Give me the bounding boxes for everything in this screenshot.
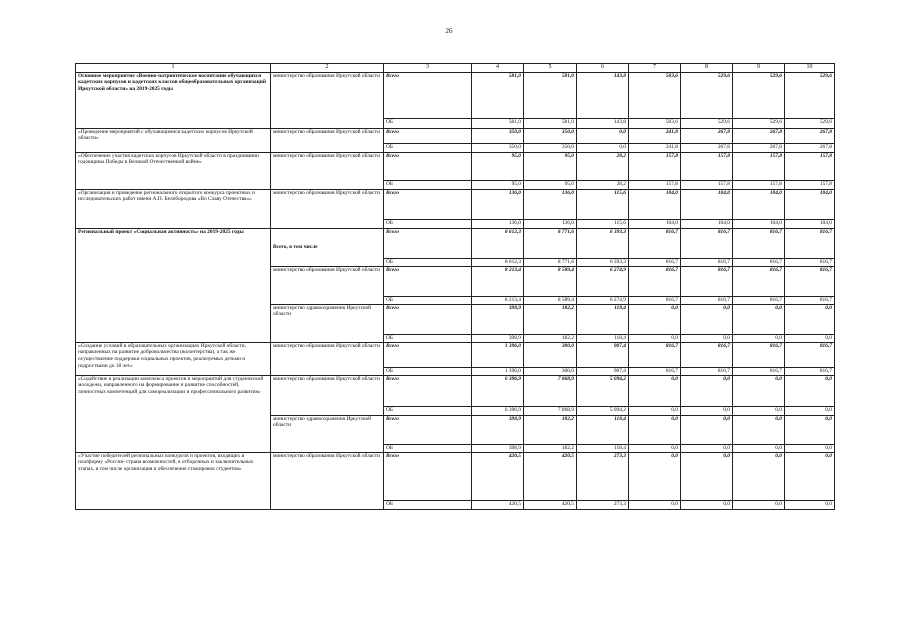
ob-value-cell: 0,0 [733, 444, 785, 452]
total-value-cell: 104,0 [733, 189, 785, 219]
total-value-cell: 398,9 [472, 304, 524, 334]
ob-value-cell: 6 396,9 [472, 406, 524, 415]
total-value-cell: 816,7 [681, 266, 733, 296]
total-value-cell: 816,7 [629, 266, 681, 296]
ob-value-cell: 6 274,9 [577, 296, 629, 304]
funding-source-ob: ОБ [384, 219, 472, 228]
ob-value-cell: 115,6 [577, 219, 629, 228]
executor-cell: министерство образования Иркутской области [271, 452, 384, 509]
table-body [76, 72, 835, 509]
ob-value-cell: 157,8 [629, 180, 681, 189]
ob-value-cell: 0,0 [681, 444, 733, 452]
ob-value-cell: 0,0 [733, 406, 785, 415]
funding-source-total: Всего [384, 228, 472, 258]
total-value-cell: 0,0 [785, 415, 835, 444]
budget-table [75, 63, 835, 510]
total-value-cell: 816,7 [629, 228, 681, 258]
executor-cell: министерство образования Иркутской области [271, 375, 384, 415]
ob-value-cell: 0,0 [785, 444, 835, 452]
ob-value-cell: 907,4 [577, 367, 629, 375]
ob-value-cell: 529,6 [733, 118, 785, 128]
total-value-cell: 6 393,3 [577, 228, 629, 258]
total-value-cell: 95,0 [472, 152, 524, 180]
total-value-cell: 0,0 [629, 375, 681, 406]
total-row [76, 375, 835, 406]
funding-source-total: Всего [384, 342, 472, 367]
activity-cell: Основное мероприятие «Военно-патриотическое воспитание обучающихся кадетских корпусов и кадетских классов общеобразовательных организаций Иркутской области» на 2019-2025 годы [76, 72, 271, 128]
ob-value-cell: 8 589,4 [524, 296, 577, 304]
header-cell: 1 [76, 64, 271, 73]
ob-value-cell: 0,0 [577, 143, 629, 152]
ob-value-cell: 816,7 [681, 296, 733, 304]
total-value-cell: 0,0 [733, 415, 785, 444]
header-cell: 2 [271, 64, 384, 73]
ob-value-cell: 104,0 [733, 219, 785, 228]
ob-value-cell: 8 213,4 [472, 296, 524, 304]
total-value-cell: 0,0 [681, 452, 733, 500]
total-value-cell: 157,8 [785, 152, 835, 180]
ob-value-cell: 0,0 [629, 500, 681, 509]
ob-value-cell: 6 393,3 [577, 258, 629, 266]
ob-value-cell: 0,0 [733, 334, 785, 342]
ob-value-cell: 581,0 [524, 118, 577, 128]
funding-source-total: Всего [384, 304, 472, 334]
total-value-cell: 8 771,6 [524, 228, 577, 258]
ob-value-cell: 816,7 [681, 258, 733, 266]
header-cell: 4 [472, 64, 524, 73]
funding-source-total: Всего [384, 266, 472, 296]
header-cell: 7 [629, 64, 681, 73]
activity-cell: Региональный проект «Социальная активность» на 2019-2025 годы [76, 228, 271, 342]
ob-value-cell: 503,6 [629, 118, 681, 128]
total-value-cell: 529,6 [681, 72, 733, 118]
total-value-cell: 0,0 [681, 304, 733, 334]
total-value-cell: 143,8 [577, 72, 629, 118]
ob-value-cell: 5 094,2 [577, 406, 629, 415]
total-value-cell: 816,7 [785, 228, 835, 258]
ob-value-cell: 0,0 [785, 334, 835, 342]
total-value-cell: 267,8 [733, 128, 785, 143]
ob-value-cell: 398,9 [472, 334, 524, 342]
total-value-cell: 816,7 [733, 342, 785, 367]
total-value-cell: 267,8 [785, 128, 835, 143]
total-value-cell: 5 094,2 [577, 375, 629, 406]
ob-value-cell: 95,0 [472, 180, 524, 189]
total-value-cell: 529,6 [785, 72, 835, 118]
funding-source-ob: ОБ [384, 500, 472, 509]
ob-value-cell: 0,0 [785, 406, 835, 415]
total-value-cell: 907,4 [577, 342, 629, 367]
header-cell: 6 [577, 64, 629, 73]
ob-value-cell: 95,0 [524, 180, 577, 189]
ob-value-cell: 104,0 [785, 219, 835, 228]
total-value-cell: 0,0 [629, 415, 681, 444]
total-row [76, 342, 835, 367]
total-row [76, 189, 835, 219]
total-value-cell: 398,9 [472, 415, 524, 444]
total-value-cell: 8 589,4 [524, 266, 577, 296]
total-value-cell: 104,0 [785, 189, 835, 219]
total-value-cell: 816,7 [733, 228, 785, 258]
ob-value-cell: 816,7 [733, 296, 785, 304]
ob-value-cell: 581,0 [472, 118, 524, 128]
ob-value-cell: 529,6 [681, 118, 733, 128]
executor-cell: министерство здравоохранения Иркутской области [271, 304, 384, 342]
total-value-cell: 581,0 [524, 72, 577, 118]
ob-value-cell: 420,5 [472, 500, 524, 509]
total-value-cell: 0,0 [733, 375, 785, 406]
total-value-cell: 0,0 [733, 304, 785, 334]
total-value-cell: 816,7 [681, 228, 733, 258]
total-value-cell: 136,0 [472, 189, 524, 219]
total-value-cell: 0,0 [785, 452, 835, 500]
executor-cell: министерство образования Иркутской области [271, 128, 384, 152]
ob-value-cell: 273,3 [577, 500, 629, 509]
total-value-cell: 267,8 [681, 128, 733, 143]
funding-source-total: Всего [384, 72, 472, 118]
funding-source-ob: ОБ [384, 258, 472, 266]
total-row [76, 128, 835, 143]
total-value-cell: 0,0 [785, 304, 835, 334]
ob-value-cell: 816,7 [629, 296, 681, 304]
ob-value-cell: 398,9 [472, 444, 524, 452]
total-value-cell: 503,6 [629, 72, 681, 118]
total-value-cell: 115,6 [577, 189, 629, 219]
funding-source-total: Всего [384, 189, 472, 219]
total-value-cell: 8 612,3 [472, 228, 524, 258]
funding-source-total: Всего [384, 415, 472, 444]
total-value-cell: 816,7 [681, 342, 733, 367]
total-value-cell: 816,7 [785, 266, 835, 296]
funding-source-total: Всего [384, 128, 472, 143]
total-value-cell: 8 213,4 [472, 266, 524, 296]
funding-source-ob: ОБ [384, 367, 472, 375]
executor-cell: министерство образования Иркутской области [271, 266, 384, 304]
total-value-cell: 0,0 [681, 375, 733, 406]
activity-cell: «Организация и проведение регионального открытого конкурса проектных и исследовательских работ имени А.П. Белобородова «Во Славу Отечества»» [76, 189, 271, 228]
ob-value-cell: 0,0 [681, 406, 733, 415]
total-value-cell: 816,7 [785, 342, 835, 367]
executor-cell: министерство образования Иркутской области [271, 342, 384, 375]
page-number: 26 [445, 27, 453, 35]
funding-source-ob: ОБ [384, 118, 472, 128]
ob-value-cell: 267,8 [785, 143, 835, 152]
ob-value-cell: 0,0 [629, 334, 681, 342]
ob-value-cell: 816,7 [785, 258, 835, 266]
total-row [76, 152, 835, 180]
total-value-cell: 104,0 [681, 189, 733, 219]
ob-value-cell: 182,2 [524, 334, 577, 342]
ob-value-cell: 350,0 [472, 143, 524, 152]
ob-value-cell: 8 771,6 [524, 258, 577, 266]
total-value-cell: 0,0 [629, 304, 681, 334]
total-value-cell: 182,2 [524, 304, 577, 334]
ob-value-cell: 816,7 [681, 367, 733, 375]
total-value-cell: 7 868,9 [524, 375, 577, 406]
total-value-cell: 529,6 [733, 72, 785, 118]
total-value-cell: 157,8 [681, 152, 733, 180]
ob-value-cell: 0,0 [785, 500, 835, 509]
activity-cell: «Обеспечение участия кадетских корпусов Иркутской области в праздновании годовщины Победы в Великой Отечественной войне» [76, 152, 271, 189]
funding-source-ob: ОБ [384, 406, 472, 415]
header-cell: 9 [733, 64, 785, 73]
total-value-cell: 581,0 [472, 72, 524, 118]
ob-value-cell: 816,7 [629, 367, 681, 375]
ob-value-cell: 0,0 [629, 444, 681, 452]
header-cell: 3 [384, 64, 472, 73]
executor-cell: Всего, в том числе [271, 228, 384, 266]
total-value-cell: 182,2 [524, 415, 577, 444]
ob-value-cell: 267,8 [681, 143, 733, 152]
total-value-cell: 350,0 [472, 128, 524, 143]
ob-value-cell: 0,0 [681, 500, 733, 509]
total-value-cell: 118,4 [577, 304, 629, 334]
total-value-cell: 6 396,9 [472, 375, 524, 406]
ob-value-cell: 300,0 [524, 367, 577, 375]
total-value-cell: 420,5 [524, 452, 577, 500]
activity-cell: «Участие победителей региональных конкурсов и проектов, входящих в платформу «Россия- страна возможностей, в отборочных и заключительных этапах, в том числе организация и обеспечение стажировок студентов» [76, 452, 271, 509]
ob-value-cell: 816,7 [785, 367, 835, 375]
ob-value-cell: 350,0 [524, 143, 577, 152]
total-value-cell: 104,0 [629, 189, 681, 219]
ob-value-cell: 8 612,3 [472, 258, 524, 266]
ob-value-cell: 816,7 [733, 258, 785, 266]
funding-source-total: Всего [384, 152, 472, 180]
ob-value-cell: 157,8 [733, 180, 785, 189]
total-value-cell: 0,0 [577, 128, 629, 143]
ob-value-cell: 1 396,0 [472, 367, 524, 375]
activity-cell: «Содействие в реализации комплекса проектов и мероприятий для студенческой молодежи, направленного на формирование и развитие способностей, личностных компетенций для самореализации и профессионального развития» [76, 375, 271, 452]
ob-value-cell: 7 868,9 [524, 406, 577, 415]
total-row [76, 72, 835, 118]
total-value-cell: 157,8 [733, 152, 785, 180]
total-value-cell: 350,0 [524, 128, 577, 143]
total-value-cell: 6 274,9 [577, 266, 629, 296]
header-cell: 5 [524, 64, 577, 73]
funding-source-ob: ОБ [384, 143, 472, 152]
ob-value-cell: 143,8 [577, 118, 629, 128]
total-row [76, 452, 835, 500]
ob-value-cell: 816,7 [733, 367, 785, 375]
total-value-cell: 157,8 [629, 152, 681, 180]
ob-value-cell: 816,7 [785, 296, 835, 304]
total-value-cell: 95,0 [524, 152, 577, 180]
ob-value-cell: 157,8 [785, 180, 835, 189]
funding-source-ob: ОБ [384, 180, 472, 189]
total-value-cell: 0,0 [681, 415, 733, 444]
total-value-cell: 0,0 [629, 452, 681, 500]
ob-value-cell: 816,7 [629, 258, 681, 266]
ob-value-cell: 136,0 [524, 219, 577, 228]
total-value-cell: 241,8 [629, 128, 681, 143]
funding-source-total: Всего [384, 452, 472, 500]
ob-value-cell: 104,0 [629, 219, 681, 228]
ob-value-cell: 28,2 [577, 180, 629, 189]
ob-value-cell: 0,0 [629, 406, 681, 415]
total-value-cell: 0,0 [785, 375, 835, 406]
ob-value-cell: 420,5 [524, 500, 577, 509]
total-value-cell: 118,4 [577, 415, 629, 444]
total-value-cell: 0,0 [733, 452, 785, 500]
total-row [76, 228, 835, 258]
executor-cell: министерство образования Иркутской области [271, 152, 384, 189]
total-value-cell: 28,2 [577, 152, 629, 180]
ob-value-cell: 118,4 [577, 334, 629, 342]
ob-value-cell: 0,0 [733, 500, 785, 509]
activity-cell: «Проведение мероприятий с обучающимися кадетских корпусов Иркутской области» [76, 128, 271, 152]
executor-cell: министерство здравоохранения Иркутской области [271, 415, 384, 452]
total-value-cell: 136,0 [524, 189, 577, 219]
ob-value-cell: 104,0 [681, 219, 733, 228]
header-cell: 10 [785, 64, 835, 73]
funding-source-total: Всего [384, 375, 472, 406]
total-value-cell: 420,5 [472, 452, 524, 500]
funding-source-ob: ОБ [384, 444, 472, 452]
total-value-cell: 816,7 [629, 342, 681, 367]
activity-cell: «Создание условий в образовательных организациях Иркутской области, направленных на развитие добровольчества (волонтерства), а так же осуществление поддержки социальных проектов, реализуемых детьми и подростками до 18 лет» [76, 342, 271, 375]
executor-cell: министерство образования Иркутской области [271, 72, 384, 128]
header-row [76, 64, 835, 73]
funding-source-ob: ОБ [384, 334, 472, 342]
header-cell: 8 [681, 64, 733, 73]
executor-cell: министерство образования Иркутской области [271, 189, 384, 228]
ob-value-cell: 157,8 [681, 180, 733, 189]
ob-value-cell: 267,8 [733, 143, 785, 152]
total-value-cell: 300,0 [524, 342, 577, 367]
total-value-cell: 816,7 [733, 266, 785, 296]
ob-value-cell: 182,2 [524, 444, 577, 452]
ob-value-cell: 118,4 [577, 444, 629, 452]
total-value-cell: 273,3 [577, 452, 629, 500]
ob-value-cell: 241,8 [629, 143, 681, 152]
funding-source-ob: ОБ [384, 296, 472, 304]
total-value-cell: 1 396,0 [472, 342, 524, 367]
ob-value-cell: 529,6 [785, 118, 835, 128]
ob-value-cell: 0,0 [681, 334, 733, 342]
ob-value-cell: 136,0 [472, 219, 524, 228]
